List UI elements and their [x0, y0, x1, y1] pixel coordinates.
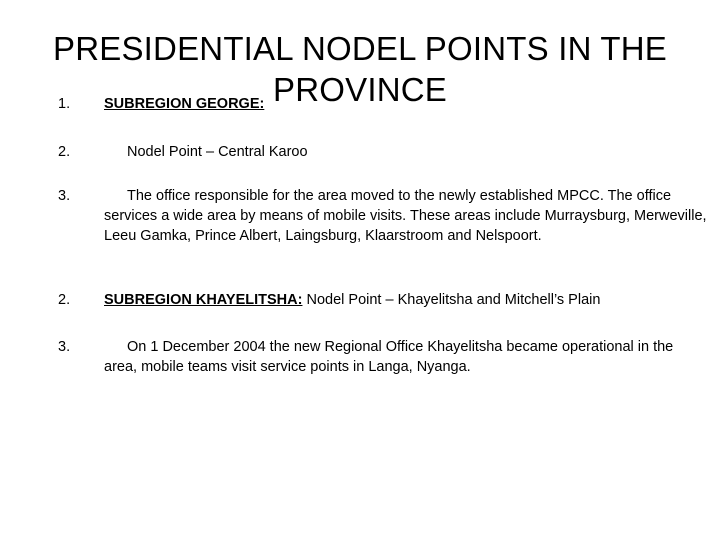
item-body: [104, 290, 708, 310]
item-text: On 1 December 2004 the new Regional Office Khayelitsha became operational in the area, mobile teams visit service points in Langa, Nyanga.: [104, 339, 674, 375]
subregion-khayelitsha-heading: SUBREGION KHAYELITSHA:: [104, 292, 303, 308]
item-body: [104, 337, 708, 377]
item-number: 3.: [58, 188, 71, 204]
item-number: 2.: [58, 292, 71, 308]
item-body: [104, 186, 708, 246]
item-text: Nodel Point – Khayelitsha and Mitchell’s Plain: [302, 292, 601, 308]
item-text: The office responsible for the area moved to the newly established MPCC. The office services a wide area by means of mobile visits. These areas include Murraysburg, Merweville, Leeu Gamka, Prince Albert, Laingsburg, Klaarstroom and Nelspoort.: [104, 188, 707, 244]
item-text: Nodel Point – Central Karoo: [127, 144, 308, 160]
item-number: 3.: [58, 339, 71, 355]
title-line-1: PRESIDENTIAL NODEL POINTS IN THE: [53, 30, 667, 68]
item-body: [104, 142, 708, 162]
title-line-2: PROVINCE: [273, 71, 447, 109]
subregion-george-heading: SUBREGION GEORGE:: [104, 96, 265, 112]
item-body: [104, 94, 708, 114]
item-number: 1.: [58, 96, 71, 112]
item-number: 2.: [58, 144, 71, 160]
